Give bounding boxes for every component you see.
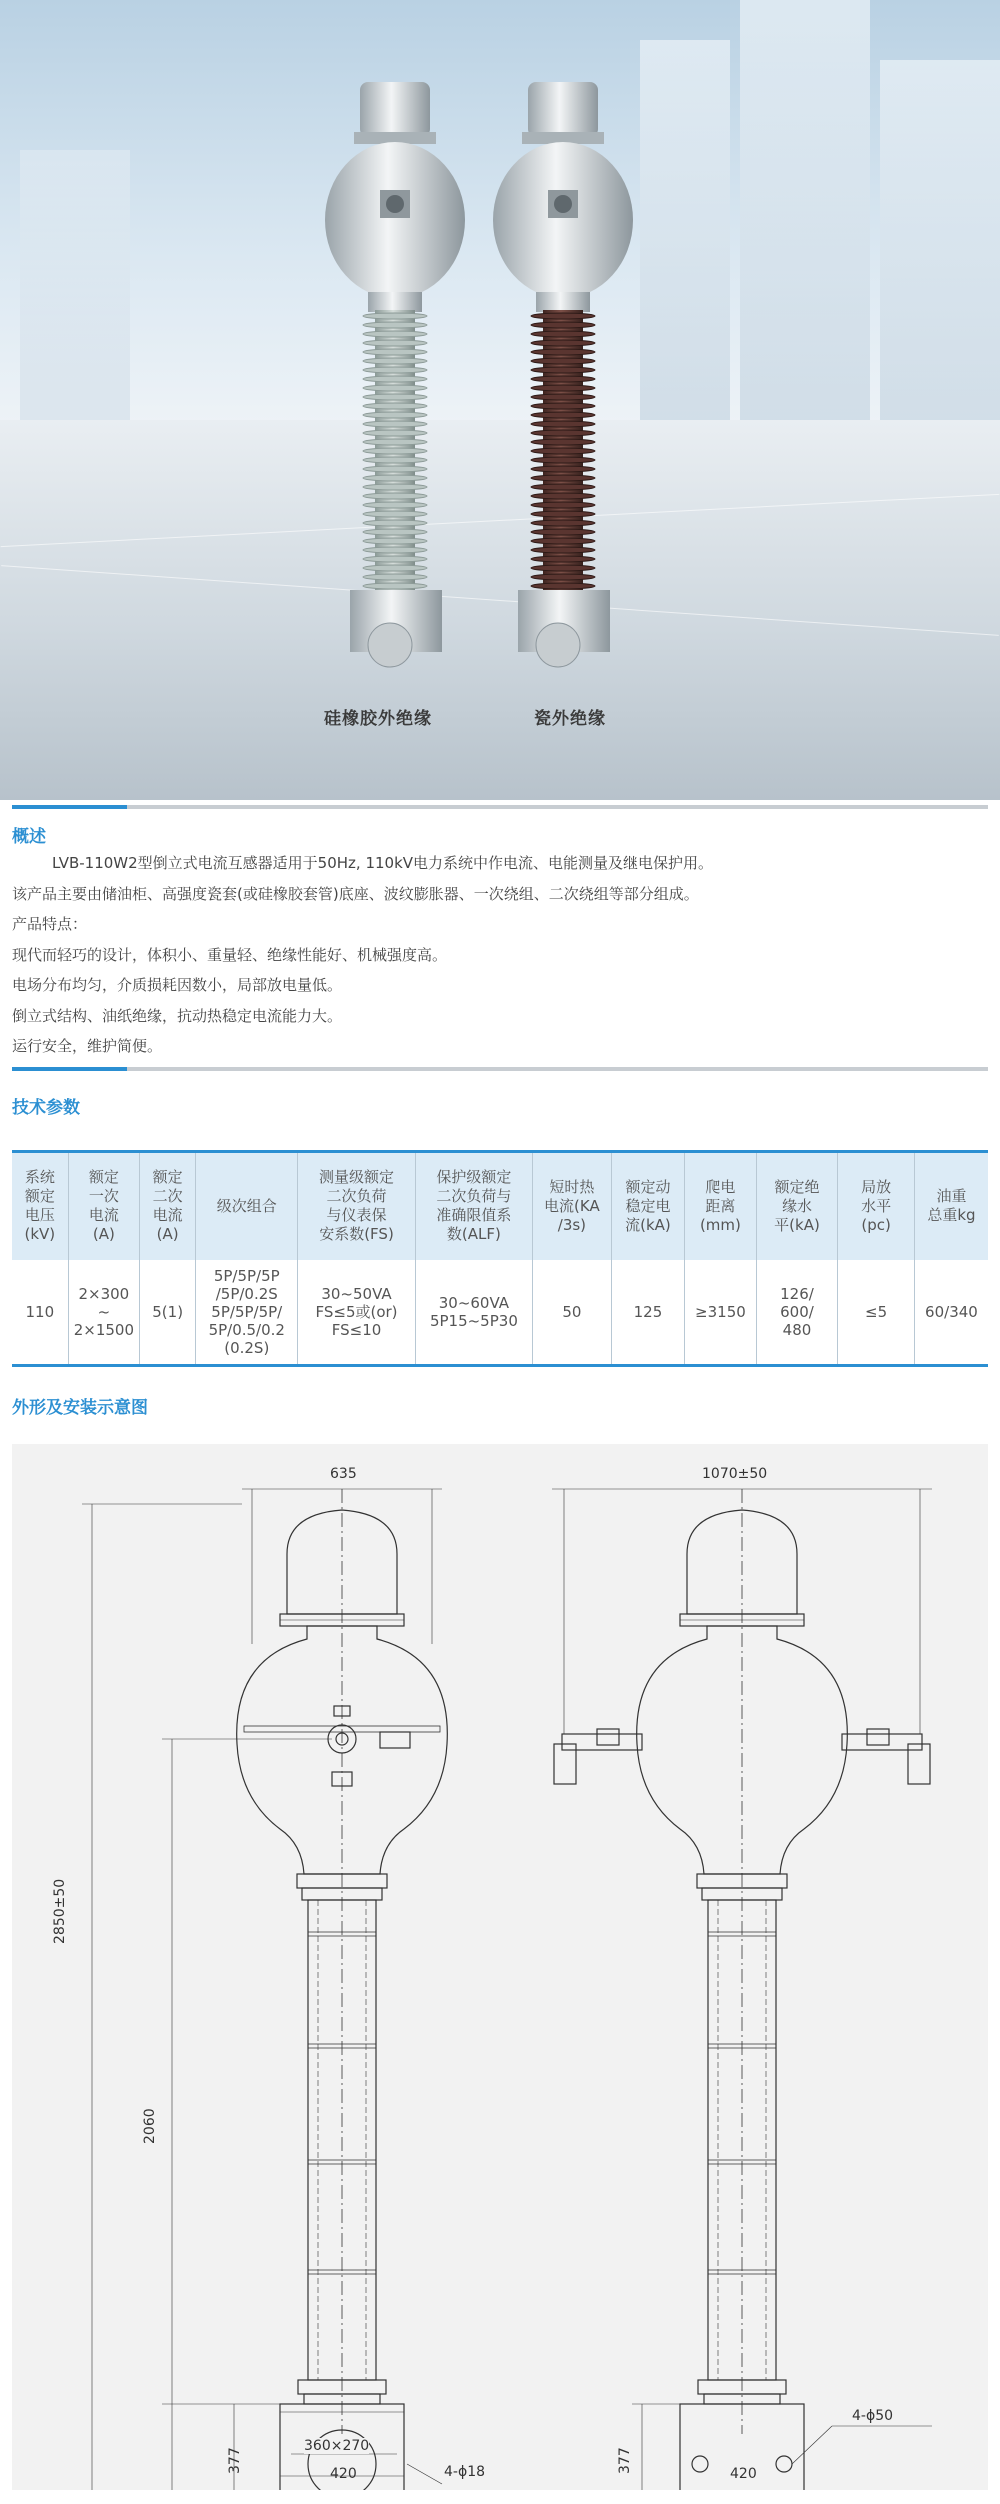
silicone-insulation-transformer: [320, 70, 470, 685]
insulator-shed: [363, 385, 427, 391]
insulator-shed: [363, 313, 427, 319]
dim-height-377-left: 377: [227, 2447, 243, 2474]
insulator-shed: [363, 322, 427, 328]
header-cell: 额定绝 缘水 平(kA): [756, 1152, 838, 1260]
spec-table: [12, 1150, 988, 1367]
table-row: [12, 1260, 988, 1366]
insulator-shed: [531, 493, 595, 499]
table-cell: 126/ 600/ 480: [756, 1260, 838, 1366]
dim-width-1070: 1070±50: [702, 1466, 768, 1482]
insulator-shed: [531, 475, 595, 481]
overview-line: 产品特点：: [12, 915, 88, 933]
feature-line: 运行安全，维护简便。: [12, 1037, 163, 1055]
product-hero-image: [0, 0, 1000, 800]
header-cell: 局放 水平 (pc): [838, 1152, 915, 1260]
insulator-shed: [363, 367, 427, 373]
insulator-shed: [363, 556, 427, 562]
insulator-shed: [363, 493, 427, 499]
caption-silicone-insulation: 硅橡胶外绝缘: [324, 709, 432, 729]
dim-base-420-right: 420: [730, 2466, 757, 2482]
table-cell: ≤5: [838, 1260, 915, 1366]
insulator-shed: [363, 565, 427, 571]
section-divider: [12, 805, 988, 809]
header-cell: 爬电 距离 (mm): [685, 1152, 756, 1260]
insulator-shed: [531, 403, 595, 409]
insulator-shed: [363, 520, 427, 526]
header-cell: 级次组合: [196, 1152, 298, 1260]
table-cell: 5P/5P/5P /5P/0.2S 5P/5P/5P/ 5P/0.5/0.2 (0.2S): [196, 1260, 298, 1366]
dim-height-377-right: 377: [617, 2447, 633, 2474]
insulator-shed: [363, 484, 427, 490]
insulator-shed: [531, 376, 595, 382]
insulator-shed: [363, 502, 427, 508]
side-view-drawing-svg: [12, 1444, 988, 2490]
feature-line: 电场分布均匀，介质损耗因数小，局部放电量低。: [12, 976, 343, 994]
insulator-shed: [531, 421, 595, 427]
spec-table-header: [12, 1152, 988, 1260]
insulator-shed: [531, 457, 595, 463]
side-terminal: [842, 1734, 922, 1750]
feature-line: 倒立式结构、油纸绝缘，抗动热稳定电流能力大。: [12, 1007, 343, 1025]
insulator-shed: [531, 574, 595, 580]
insulator-shed: [531, 439, 595, 445]
insulator-shed: [363, 448, 427, 454]
header-cell: 额定 二次 电流 (A): [140, 1152, 196, 1260]
dim-base-360x270: 360×270: [304, 2438, 370, 2454]
insulator-shed: [363, 430, 427, 436]
header-cell: 短时热 电流(KA /3s): [533, 1152, 612, 1260]
side-terminal: [562, 1734, 642, 1750]
hero-building: [20, 150, 130, 430]
table-cell: 30~60VA 5P15~5P30: [415, 1260, 532, 1366]
insulator-shed: [531, 511, 595, 517]
insulator-shed: [531, 313, 595, 319]
table-cell: 50: [533, 1260, 612, 1366]
insulator-shed: [363, 583, 427, 589]
params-title: 技术参数: [12, 1098, 80, 1118]
insulator-shed: [531, 394, 595, 400]
insulator-shed: [363, 349, 427, 355]
insulator-shed: [363, 439, 427, 445]
header-cell: 系统 额定 电压 (kV): [12, 1152, 68, 1260]
drawing-title: 外形及安装示意图: [12, 1398, 148, 1418]
insulator-shed: [531, 565, 595, 571]
insulator-shed: [363, 574, 427, 580]
insulator-shed: [531, 412, 595, 418]
insulator-shed: [363, 538, 427, 544]
insulator-shed: [531, 385, 595, 391]
section-divider: [12, 1067, 988, 1071]
overview-title: 概述: [12, 827, 46, 847]
insulator-shed: [363, 331, 427, 337]
insulator-shed: [363, 394, 427, 400]
dim-height-2060: 2060: [142, 2108, 158, 2144]
insulator-shed: [531, 448, 595, 454]
insulator-shed: [363, 457, 427, 463]
hero-building: [640, 40, 730, 430]
insulator-shed: [531, 583, 595, 589]
table-cell: 2×300 ~ 2×1500: [68, 1260, 139, 1366]
dim-width-635: 635: [330, 1466, 357, 1482]
insulator-shed: [363, 511, 427, 517]
header-cell: 额定 一次 电流 (A): [68, 1152, 139, 1260]
dim-hole-18: 4-ϕ18: [444, 2464, 486, 2480]
insulator-shed: [363, 376, 427, 382]
overview-line: LVB-110W2型倒立式电流互感器适用于50Hz, 110kV电力系统中作电流、电能测量及继电保护用。: [52, 854, 714, 872]
installation-drawing: [12, 1444, 988, 2490]
table-cell: 110: [25, 1302, 55, 1321]
insulator-shed: [531, 322, 595, 328]
dim-base-420-left: 420: [330, 2466, 357, 2482]
insulator-shed: [531, 556, 595, 562]
insulator-shed: [531, 331, 595, 337]
header-cell: 保护级额定 二次负荷与 准确限值系 数(ALF): [415, 1152, 532, 1260]
hero-building: [880, 60, 1000, 430]
porcelain-insulation-transformer: [488, 70, 638, 685]
table-cell: 5(1): [140, 1260, 196, 1366]
insulator-shed: [363, 547, 427, 553]
insulator-shed: [531, 358, 595, 364]
insulator-shed: [363, 421, 427, 427]
insulator-shed: [531, 529, 595, 535]
insulator-shed: [531, 340, 595, 346]
insulator-shed: [531, 547, 595, 553]
header-cell: 额定动 稳定电 流(kA): [611, 1152, 685, 1260]
feature-line: 现代而轻巧的设计，体积小、重量轻、绝缘性能好、机械强度高。: [12, 946, 448, 964]
hero-building: [740, 0, 870, 430]
insulator-shed: [363, 340, 427, 346]
dim-height-2850: 2850±50: [52, 1878, 68, 1944]
overview-line: 该产品主要由储油柜、高强度瓷套(或硅橡胶套管)底座、波纹膨胀器、一次绕组、二次绕组等部分组成。: [12, 885, 699, 903]
caption-porcelain-insulation: 瓷外绝缘: [534, 709, 606, 729]
header-cell: 油重 总重kg: [914, 1152, 988, 1260]
insulator-shed: [363, 529, 427, 535]
insulator-shed: [531, 484, 595, 490]
insulator-shed: [531, 502, 595, 508]
insulator-shed: [363, 475, 427, 481]
insulator-shed: [531, 430, 595, 436]
insulator-shed: [531, 520, 595, 526]
insulator-shed: [363, 412, 427, 418]
header-cell: 测量级额定 二次负荷 与仪表保 安系数(FS): [298, 1152, 415, 1260]
insulator-shed: [363, 403, 427, 409]
insulator-shed: [531, 367, 595, 373]
table-cell: 125: [611, 1260, 685, 1366]
table-cell: ≥3150: [685, 1260, 756, 1366]
insulator-shed: [531, 466, 595, 472]
table-cell: 60/340: [914, 1260, 988, 1366]
insulator-shed: [363, 358, 427, 364]
insulator-shed: [531, 349, 595, 355]
insulator-shed: [363, 466, 427, 472]
insulator-shed: [531, 538, 595, 544]
dim-hole-50: 4-ϕ50: [852, 2408, 894, 2424]
table-cell: 30~50VA FS≤5或(or) FS≤10: [298, 1260, 415, 1366]
